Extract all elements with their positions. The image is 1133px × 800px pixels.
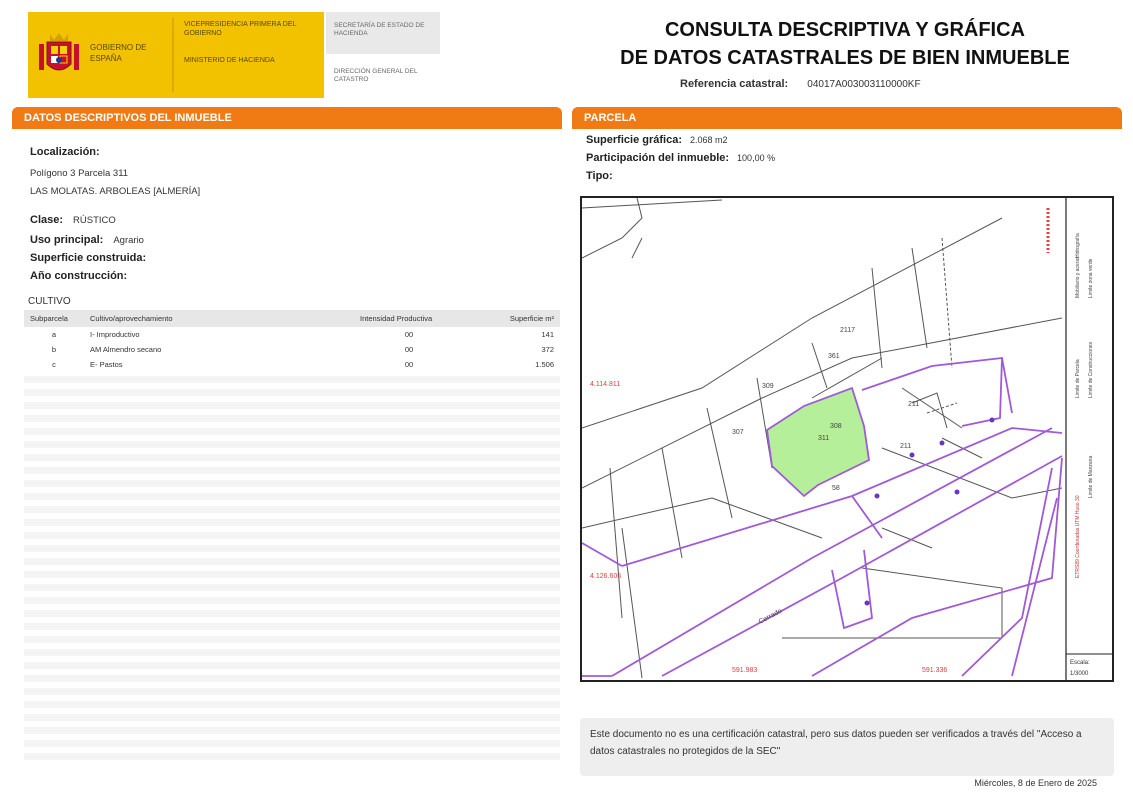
parcel-label: 309	[762, 383, 774, 390]
ref-value: 04017A003003110000KF	[807, 79, 921, 90]
coat-of-arms-icon	[28, 12, 90, 98]
cell-cultivo: E- Pastos	[90, 360, 123, 369]
cell-subparcela: b	[51, 345, 57, 354]
localizacion-line-1: Polígono 3 Parcela 311	[30, 168, 129, 179]
legend-note: Limite de Manzana	[1088, 455, 1094, 498]
parcel-label: 211	[908, 401, 920, 408]
superficie-row	[30, 252, 146, 264]
uso-value: Agrario	[113, 235, 144, 246]
gobierno-logo-block	[28, 12, 324, 98]
cell-subparcela: a	[51, 330, 57, 339]
superficie-grafica-value: 2.068 m2	[689, 135, 728, 145]
anio-construccion-label: Año construcción:	[30, 270, 128, 282]
parcel-label: 311	[818, 435, 830, 442]
parcel-label: 58	[832, 485, 840, 492]
uso-row	[30, 234, 144, 246]
cadastral-map[interactable]	[580, 196, 1114, 682]
secretaria-block	[326, 12, 440, 98]
coord-note: ETRS89 Coordenadas UTM Huso 30	[1075, 495, 1081, 578]
table-header-row	[24, 310, 560, 327]
cell-intensidad: 00	[404, 360, 414, 369]
cell-intensidad: 00	[404, 345, 414, 354]
parcel-label: 2117	[840, 327, 856, 334]
parcela-info	[586, 134, 775, 188]
table-row	[24, 357, 560, 372]
anio-row	[30, 270, 127, 282]
localizacion-line-2: LAS MOLATAS. ARBOLEAS [ALMERÍA]	[30, 186, 201, 197]
cell-superficie: 1.506	[535, 360, 554, 369]
superficie-grafica-label: Superficie gráfica:	[586, 134, 682, 146]
escala-label: Escala:	[1070, 660, 1090, 666]
coord-label: 591.983	[732, 667, 758, 674]
participacion-label: Participación del inmueble:	[586, 152, 730, 164]
title-line-1: CONSULTA DESCRIPTIVA Y GRÁFICA	[664, 19, 1026, 41]
tipo-row	[586, 170, 775, 188]
disclaimer-notice: Este documento no es una certificación catastral, pero sus datos pueden ser verificados a través del "Acceso a datos catastrales no protegidos de la SEC"	[580, 718, 1114, 776]
escala-value: 1/3000	[1070, 671, 1089, 677]
parcel-label: 307	[732, 429, 744, 436]
cell-subparcela: c	[52, 360, 56, 369]
legend-note: Limite de Construcciones	[1088, 341, 1094, 398]
clase-label: Clase:	[30, 214, 64, 226]
cell-superficie: 372	[541, 345, 554, 354]
direccion-label: DIRECCIÓN GENERAL DEL CATASTRO	[334, 68, 418, 83]
uso-label: Uso principal:	[30, 234, 104, 246]
coord-label: 4.114.811	[590, 381, 621, 388]
ref-label: Referencia catastral:	[680, 78, 789, 90]
cell-cultivo: AM Almendro secano	[90, 345, 162, 354]
title-line-2: DE DATOS CATASTRALES DE BIEN INMUEBLE	[620, 47, 1070, 69]
secretaria-label: SECRETARÍA DE ESTADO DE HACIENDA	[326, 12, 440, 54]
legend-note: Limite zona verde	[1088, 258, 1094, 298]
footer-date: Miércoles, 8 de Enero de 2025	[974, 778, 1097, 788]
road-label: Cerrado	[757, 607, 784, 626]
vice-label: VICEPRESIDENCIA PRIMERA DEL GOBIERNO	[184, 21, 297, 37]
clase-row	[30, 214, 116, 226]
document-title	[560, 16, 1130, 72]
map-svg	[582, 198, 1112, 680]
header-divider	[172, 18, 174, 92]
ministry-label: MINISTERIO DE HACIENDA	[184, 57, 275, 64]
cultivo-title: CULTIVO	[28, 296, 71, 307]
superficie-construida-label: Superficie construida:	[30, 252, 147, 264]
col-subparcela: Subparcela	[24, 310, 84, 327]
parcel-label: 211	[900, 443, 912, 450]
table-row	[24, 342, 560, 357]
cell-cultivo: I- Improductivo	[90, 330, 140, 339]
cultivo-table	[24, 310, 560, 372]
coord-label: 591.336	[922, 667, 948, 674]
cell-superficie: 141	[541, 330, 554, 339]
localizacion-label: Localización:	[30, 146, 100, 158]
highlighted-parcel[interactable]	[767, 388, 869, 496]
clase-value: RÚSTICO	[73, 215, 116, 226]
coord-label: 4.126.606	[590, 573, 622, 580]
cell-intensidad: 00	[404, 330, 414, 339]
parcela-header: PARCELA	[572, 107, 1122, 129]
legend-note: Limite de Parcela	[1075, 359, 1081, 398]
col-intensidad: Intensidad Productiva	[354, 310, 464, 327]
referencia-catastral	[680, 78, 921, 90]
empty-striped-area	[24, 376, 560, 766]
gobierno-label: GOBIERNO DE ESPAÑA	[90, 43, 147, 63]
datos-descriptivos-panel	[20, 130, 560, 770]
datos-descriptivos-header: DATOS DESCRIPTIVOS DEL INMUEBLE	[12, 107, 562, 129]
superficie-grafica-row	[586, 134, 775, 152]
parcel-label: 361	[828, 353, 840, 360]
legend-note: Hidrografía	[1075, 233, 1081, 258]
col-superficie: Superficie m²	[464, 310, 560, 327]
ministry-column	[178, 12, 324, 98]
parcel-label: 308	[830, 423, 842, 430]
participacion-value: 100,00 %	[737, 153, 776, 163]
participacion-row	[586, 152, 775, 170]
legend-note: Mobiliario y aceras	[1075, 256, 1081, 298]
table-row	[24, 327, 560, 342]
col-cultivo: Cultivo/aprovechamiento	[84, 310, 354, 327]
tipo-label: Tipo:	[586, 170, 613, 182]
